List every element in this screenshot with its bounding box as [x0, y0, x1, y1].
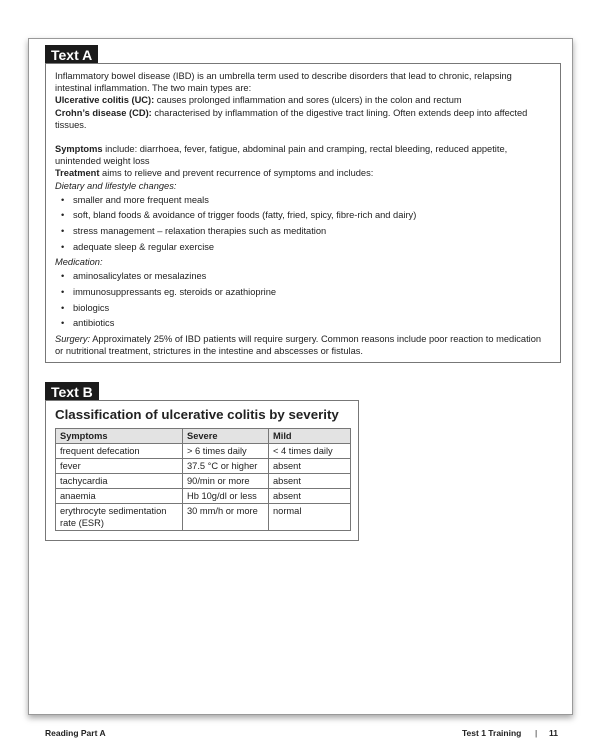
cd-text: characterised by inflammation of the digestive tract lining. Often extends deep into affected tissues. — [55, 107, 528, 130]
page-number: 11 — [549, 728, 558, 738]
footer-separator: | — [535, 728, 538, 738]
severity-table — [55, 428, 351, 531]
table-cell: absent — [269, 459, 351, 474]
table-cell: normal — [269, 504, 351, 531]
table-row — [56, 474, 351, 489]
surgery-term: Surgery: — [55, 333, 91, 344]
surgery — [55, 333, 551, 357]
table-cell: anaemia — [56, 489, 183, 504]
cd-definition — [55, 107, 551, 131]
list-item: • immunosuppressants eg. steroids or azathioprine — [55, 285, 551, 301]
cd-term: Crohn’s disease (CD): — [55, 107, 152, 118]
text-b-label: Text B — [45, 382, 99, 401]
treatment — [55, 167, 551, 179]
table-cell: < 4 times daily — [269, 444, 351, 459]
list-item: • aminosalicylates or mesalazines — [55, 269, 551, 285]
text-b-box — [45, 400, 359, 541]
table-cell: fever — [56, 459, 183, 474]
uc-text: causes prolonged inflammation and sores (ulcers) in the colon and rectum — [154, 95, 462, 106]
table-cell: tachycardia — [56, 474, 183, 489]
table-cell: > 6 times daily — [183, 444, 269, 459]
table-cell: 90/min or more — [183, 474, 269, 489]
table-header-row — [56, 429, 351, 444]
uc-definition — [55, 94, 551, 106]
table-cell: Hb 10g/dl or less — [183, 489, 269, 504]
table-row — [56, 444, 351, 459]
treatment-text: aims to relieve and prevent recurrence of symptoms and includes: — [99, 168, 374, 179]
table-cell: 37.5 °C or higher — [183, 459, 269, 474]
column-header: Symptoms — [56, 429, 183, 444]
text-a-box — [45, 63, 561, 363]
surgery-text: Approximately 25% of IBD patients will require surgery. Common reasons include poor reaction to medication or nutritional treatment, strictures in the intestine and abscesses or fistulas. — [55, 333, 542, 356]
table-row — [56, 504, 351, 531]
medication-list — [55, 269, 551, 331]
footer-section: Reading Part A — [45, 728, 106, 738]
table-row — [56, 489, 351, 504]
diet-heading: Dietary and lifestyle changes: — [55, 180, 177, 191]
list-item: • soft, bland foods & avoidance of trigger foods (fatty, fried, spicy, fibre-rich and dairy) — [55, 208, 551, 224]
table-title: Classification of ulcerative colitis by severity — [55, 407, 339, 422]
symptoms-term: Symptoms — [55, 144, 103, 155]
diet-list — [55, 193, 551, 255]
uc-term: Ulcerative colitis (UC): — [55, 95, 155, 106]
intro: Inflammatory bowel disease (IBD) is an umbrella term used to describe disorders that lead to chronic, relapsing intestinal inflammation. The two main types are: — [55, 71, 512, 94]
column-header: Mild — [269, 429, 351, 444]
list-item: • antibiotics — [55, 316, 551, 332]
footer-test: Test 1 Training — [462, 728, 522, 738]
table-row — [56, 459, 351, 474]
list-item: • smaller and more frequent meals — [55, 193, 551, 209]
list-item: • biologics — [55, 301, 551, 317]
table-cell: erythrocyte sedimentation rate (ESR) — [56, 504, 183, 531]
column-header: Severe — [183, 429, 269, 444]
symptoms-text: include: diarrhoea, fever, fatigue, abdominal pain and cramping, rectal bleeding, reduced appetite, unintended weight loss — [55, 144, 508, 167]
treatment-term: Treatment — [55, 168, 100, 179]
medication-heading: Medication: — [55, 257, 103, 268]
table-cell: absent — [269, 474, 351, 489]
text-a-label: Text A — [45, 45, 98, 64]
table-cell: 30 mm/h or more — [183, 504, 269, 531]
list-item: • stress management – relaxation therapies such as meditation — [55, 224, 551, 240]
symptoms — [55, 143, 551, 167]
list-item: • adequate sleep & regular exercise — [55, 240, 551, 256]
table-cell: frequent defecation — [56, 444, 183, 459]
table-cell: absent — [269, 489, 351, 504]
